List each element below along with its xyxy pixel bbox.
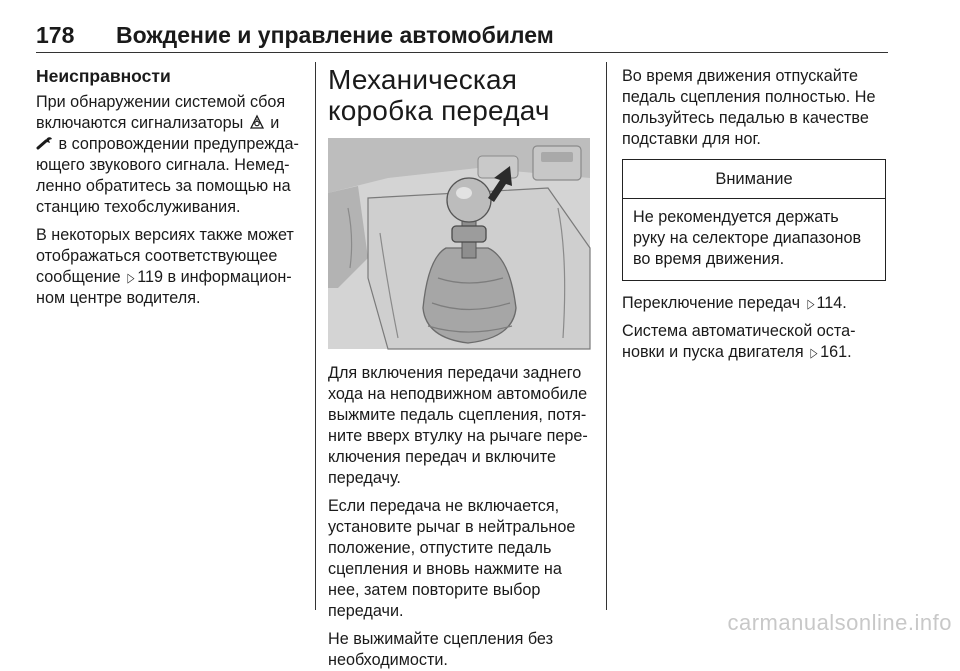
page-reference[interactable]: 114. [816, 294, 847, 312]
cross-reference-arrow-icon: ▷ [810, 345, 818, 360]
column-divider-1 [315, 62, 316, 610]
gearbox-warning-icon [248, 114, 266, 130]
section-title-manual-transmission: Механическая коробка передач [328, 64, 550, 126]
cross-reference-arrow-icon: ▷ [127, 270, 135, 285]
column-1 [36, 58, 308, 614]
gear-lever-illustration [328, 138, 590, 349]
column-divider-2 [606, 62, 607, 610]
page-reference[interactable]: 161. [820, 343, 852, 361]
cross-reference-arrow-icon: ▷ [807, 296, 814, 311]
paragraph-malfunction-indicators: При обнаружении системой сбоя включаются сигнализаторы и в сопровождении предупрежда-ющего звукового сигнала. Немед-ленно обратитесь за помощью на станцию техобслуживания. [36, 93, 299, 216]
warning-box [622, 159, 886, 281]
column-3 [622, 58, 886, 614]
page-number: 178 [36, 22, 75, 48]
section-heading-malfunctions: Неисправности [36, 66, 171, 86]
paragraph-stop-start-ref: Система автоматической оста-новки и пуска двигателя ▷ 161. [622, 322, 856, 361]
gear-lever-image [328, 138, 590, 349]
paragraph-clutch-use: Не выжимайте сцепления без необходимости. [328, 630, 554, 669]
page-header [36, 22, 888, 52]
paragraph-gear-shifting-ref: Переключение передач ▷ 114. [622, 294, 847, 312]
column-2 [328, 58, 590, 669]
paragraph-clutch-release: Во время движения отпускайте педаль сцепления полностью. Не пользуйтесь педалью в качестве подставки для ног. [622, 67, 876, 148]
chapter-title: Вождение и управление автомобилем [116, 22, 554, 48]
warning-title: Внимание [623, 160, 885, 199]
paragraph-info-center-message: В некоторых версиях также может отображаться соответствующее сообщение ▷ 119 в информацион-ном центре водителя. [36, 226, 294, 307]
paragraph-gear-not-engaging: Если передача не включается, установите рычаг в нейтральное положение, отпустите педаль сцепления и вновь нажмите на нее, затем повторите выбор передачи. [328, 497, 576, 620]
header-divider [36, 52, 888, 53]
watermark: carmanualsonline.info [727, 610, 952, 635]
paragraph-reverse-gear: Для включения передачи заднего хода на неподвижном автомобиле выжмите педаль сцепления, потя-ните вверх втулку на рычаге пере-ключения передач и включите передачу. [328, 364, 588, 487]
wrench-icon [36, 135, 54, 151]
page-reference[interactable]: 119 [137, 268, 163, 286]
warning-text: Не рекомендуется держать руку на селекторе диапазонов во время движения. [633, 208, 862, 268]
